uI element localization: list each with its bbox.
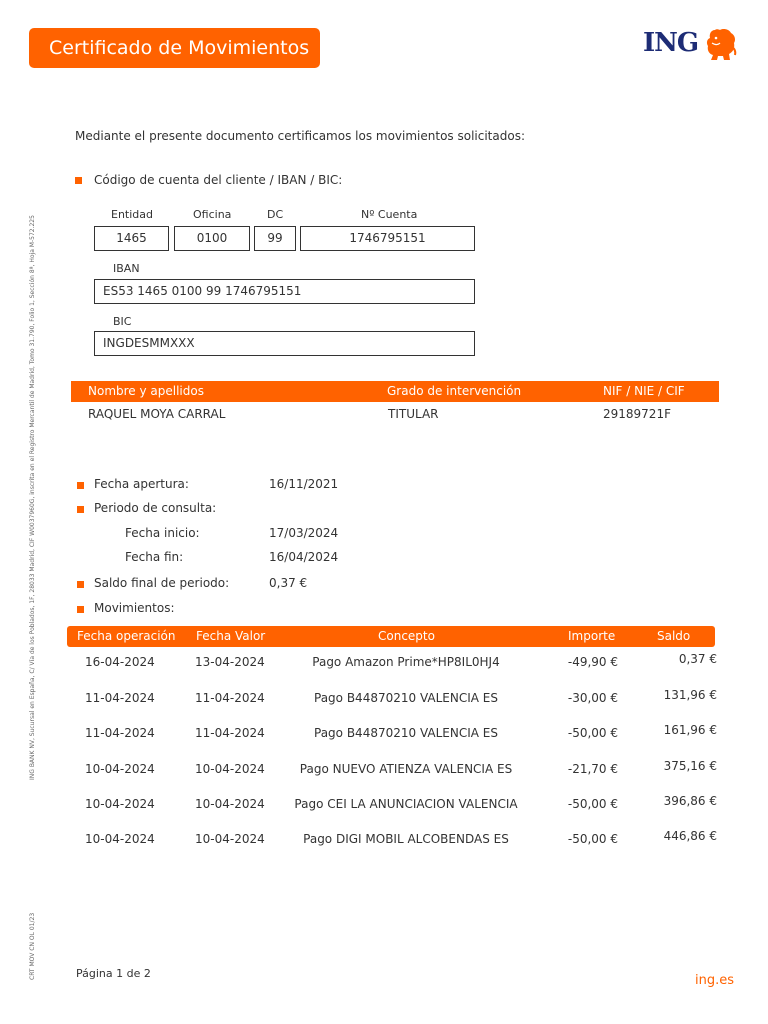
bullet-icon (75, 177, 82, 184)
movement-balance: 396,86 € (663, 794, 717, 808)
iban-label: IBAN (113, 262, 140, 275)
movement-value-date: 10-04-2024 (195, 762, 265, 776)
holder-nif: 29189721F (603, 407, 671, 421)
movement-row (0, 796, 768, 816)
bullet-icon (77, 506, 84, 513)
dc-label: DC (267, 208, 284, 221)
bic-label: BIC (113, 315, 132, 328)
entidad-field: 1465 (94, 226, 169, 251)
movement-value-date: 13-04-2024 (195, 655, 265, 669)
movement-balance: 446,86 € (663, 829, 717, 843)
movement-amount: -50,00 € (567, 832, 618, 846)
iban-field: ES53 1465 0100 99 1746795151 (94, 279, 475, 304)
movement-row (0, 725, 768, 745)
document-code: CRT MOV CN OL 01/23 (29, 912, 36, 980)
inicio-value: 17/03/2024 (269, 526, 339, 540)
logo-text: ING (643, 28, 699, 58)
movements-header-value-date: Fecha Valor (196, 629, 266, 643)
movement-amount: -50,00 € (567, 797, 618, 811)
movement-value-date: 10-04-2024 (195, 797, 265, 811)
movement-row (0, 654, 768, 674)
cuenta-label: Nº Cuenta (361, 208, 418, 221)
holder-role: TITULAR (388, 407, 439, 421)
movement-concept: Pago CEI LA ANUNCIACION VALENCIA (294, 797, 518, 811)
holder-name: RAQUEL MOYA CARRAL (88, 407, 226, 421)
movements-header (67, 626, 715, 647)
fin-value: 16/04/2024 (269, 550, 339, 564)
entidad-label: Entidad (111, 208, 153, 221)
ing-website-link[interactable]: ing.es (695, 973, 735, 988)
movement-balance: 161,96 € (663, 723, 717, 737)
movement-operation-date: 11-04-2024 (85, 691, 155, 705)
movements-header-operation-date: Fecha operación (77, 629, 176, 643)
movements-header-concept: Concepto (378, 629, 435, 643)
movement-operation-date: 11-04-2024 (85, 726, 155, 740)
movement-balance: 131,96 € (663, 688, 717, 702)
movement-value-date: 11-04-2024 (195, 726, 265, 740)
ing-logo (643, 26, 739, 66)
movement-operation-date: 16-04-2024 (85, 655, 155, 669)
page-number: Página 1 de 2 (76, 967, 151, 980)
movement-balance: 375,16 € (663, 759, 717, 773)
movement-amount: -30,00 € (567, 691, 618, 705)
bullet-icon (77, 581, 84, 588)
holders-header (71, 381, 719, 402)
movement-value-date: 10-04-2024 (195, 832, 265, 846)
apertura-value: 16/11/2021 (269, 477, 339, 491)
movement-concept: Pago B44870210 VALENCIA ES (314, 726, 498, 740)
dc-field: 99 (254, 226, 296, 251)
cuenta-field: 1746795151 (300, 226, 475, 251)
bic-field: INGDESMMXXX (94, 331, 475, 356)
movement-amount: -49,90 € (567, 655, 618, 669)
movement-operation-date: 10-04-2024 (85, 797, 155, 811)
movement-row (0, 690, 768, 710)
bullet-icon (77, 482, 84, 489)
movement-row (0, 831, 768, 851)
page-title: Certificado de Movimientos (29, 28, 320, 68)
movimientos-label: Movimientos: (94, 601, 175, 615)
holders-header-name: Nombre y apellidos (88, 384, 204, 398)
legal-side-text: ING BANK NV, Sucursal en España, C/ Vía de los Poblados, 1F, 28033 Madrid, CIF W0037960G, inscrita en el Registro Mercantil de Madrid, Tomo 31.790, Folio 1, Sección 8ª, Hoja M-572.225 (29, 215, 36, 780)
lion-icon (701, 26, 739, 64)
movement-row (0, 761, 768, 781)
inicio-label: Fecha inicio: (125, 526, 200, 540)
bullet-icon (77, 606, 84, 613)
movement-value-date: 11-04-2024 (195, 691, 265, 705)
movement-balance: 0,37 € (678, 652, 717, 666)
saldo-label: Saldo final de periodo: (94, 576, 230, 590)
intro-text: Mediante el presente documento certificamos los movimientos solicitados: (75, 129, 525, 143)
oficina-field: 0100 (174, 226, 250, 251)
movement-operation-date: 10-04-2024 (85, 762, 155, 776)
holders-header-nif: NIF / NIE / CIF (603, 384, 685, 398)
movement-amount: -21,70 € (567, 762, 618, 776)
movement-operation-date: 10-04-2024 (85, 832, 155, 846)
movement-concept: Pago NUEVO ATIENZA VALENCIA ES (299, 762, 513, 776)
periodo-label: Periodo de consulta: (94, 501, 217, 515)
movement-amount: -50,00 € (567, 726, 618, 740)
movement-concept: Pago Amazon Prime*HP8IL0HJ4 (312, 655, 500, 669)
movements-header-balance: Saldo (657, 629, 691, 643)
apertura-label: Fecha apertura: (94, 477, 189, 491)
fin-label: Fecha fin: (125, 550, 184, 564)
movement-concept: Pago B44870210 VALENCIA ES (314, 691, 498, 705)
movements-header-amount: Importe (568, 629, 616, 643)
saldo-value: 0,37 € (269, 576, 308, 590)
movement-concept: Pago DIGI MOBIL ALCOBENDAS ES (303, 832, 509, 846)
account-section-label: Código de cuenta del cliente / IBAN / BIC: (94, 173, 343, 187)
holders-header-role: Grado de intervención (387, 384, 522, 398)
oficina-label: Oficina (193, 208, 232, 221)
